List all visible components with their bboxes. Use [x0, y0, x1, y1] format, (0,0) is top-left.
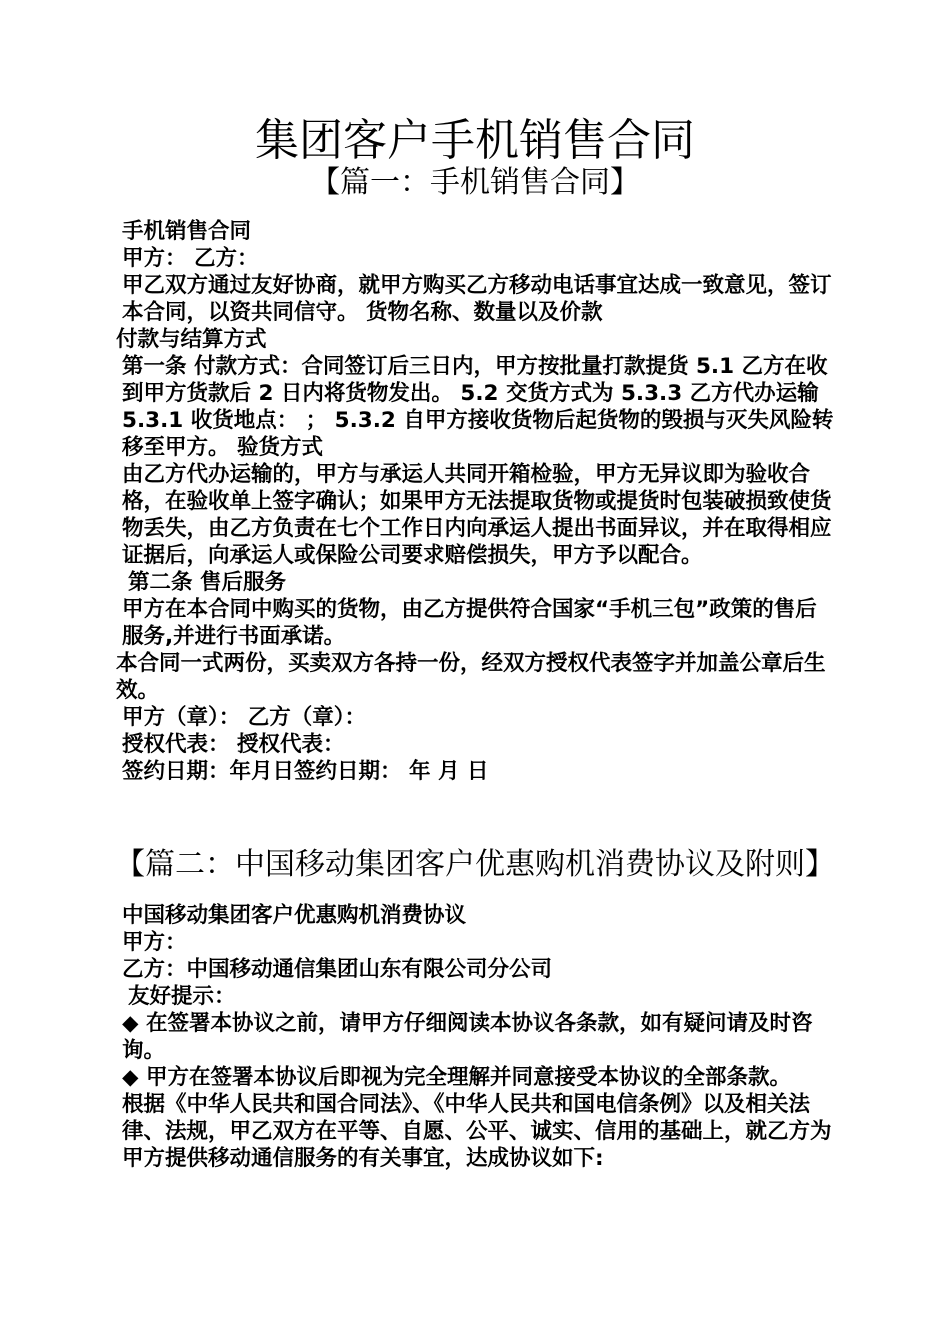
- part1-line: 签约日期：年月日签约日期： 年 月 日: [122, 759, 489, 784]
- part1-line: 授权代表： 授权代表：: [122, 732, 345, 757]
- part1-body: [116, 218, 838, 785]
- part1-line: 本合同一式两份，买卖双方各持一份，经双方授权代表签字并加盖公章后生效。: [116, 651, 826, 703]
- part2-line: ◆ 在签署本协议之前，请甲方仔细阅读本协议各条款，如有疑问请及时咨询。: [122, 1011, 813, 1063]
- document-title: 集团客户手机销售合同: [255, 115, 695, 166]
- part2-line: ◆ 甲方在签署本协议后即视为完全理解并同意接受本协议的全部条款。: [122, 1065, 792, 1090]
- part1-line: 第二条 售后服务: [128, 570, 286, 595]
- part1-line: 甲方（章）： 乙方（章）：: [122, 705, 366, 730]
- part2-line: 根据《中华人民共和国合同法》、《中华人民共和国电信条例》以及相关法律、法规，甲乙双方在平等、自愿、公平、诚实、信用的基础上，就乙方为甲方提供移动通信服务的有关事宜，达成协议如下:: [122, 1092, 832, 1171]
- part1-line: 5.3.1 收货地点： ； 5.3.2 自甲方接收货物后起货物的毁损与灭失风险转移至甲方。 验货方式: [122, 408, 834, 460]
- part1-line: 甲方： 乙方：: [122, 246, 259, 271]
- part1-line: 手机销售合同: [122, 219, 252, 244]
- part2-heading: 【篇二：中国移动集团客户优惠购机消费协议及附则】: [115, 847, 835, 882]
- part2-line: 友好提示：: [128, 984, 236, 1009]
- part2-body: [116, 902, 838, 1172]
- part1-heading: 【篇一：手机销售合同】: [310, 165, 640, 200]
- part2-line: 乙方：中国移动通信集团山东有限公司分公司: [122, 957, 553, 982]
- part1-line: 第一条 付款方式：合同签订后三日内，甲方按批量打款提货 5.1 乙方在收到甲方货款后 2 日内将货物发出。 5.2 交货方式为 5.3.3 乙方代办运输: [122, 354, 828, 406]
- part2-line: 甲方：: [122, 930, 187, 955]
- part1-line: 甲乙双方通过友好协商，就甲方购买乙方移动电话事宜达成一致意见，签订本合同，以资共同信守。 货物名称、数量以及价款: [122, 273, 832, 325]
- part1-line: 付款与结算方式: [116, 327, 267, 352]
- part1-line: 甲方在本合同中购买的货物，由乙方提供符合国家“手机三包”政策的售后服务,并进行书面承诺。: [122, 597, 817, 649]
- part2-line: 中国移动集团客户优惠购机消费协议: [122, 903, 467, 928]
- part1-line: 由乙方代办运输的，甲方与承运人共同开箱检验，甲方无异议即为验收合格，在验收单上签字确认；如果甲方无法提取货物或提货时包装破损致使货物丢失，由乙方负责在七个工作日内向承运人提出书面异议，并在取得相应证据后，向承运人或保险公司要求赔偿损失，甲方予以配合。: [122, 462, 832, 568]
